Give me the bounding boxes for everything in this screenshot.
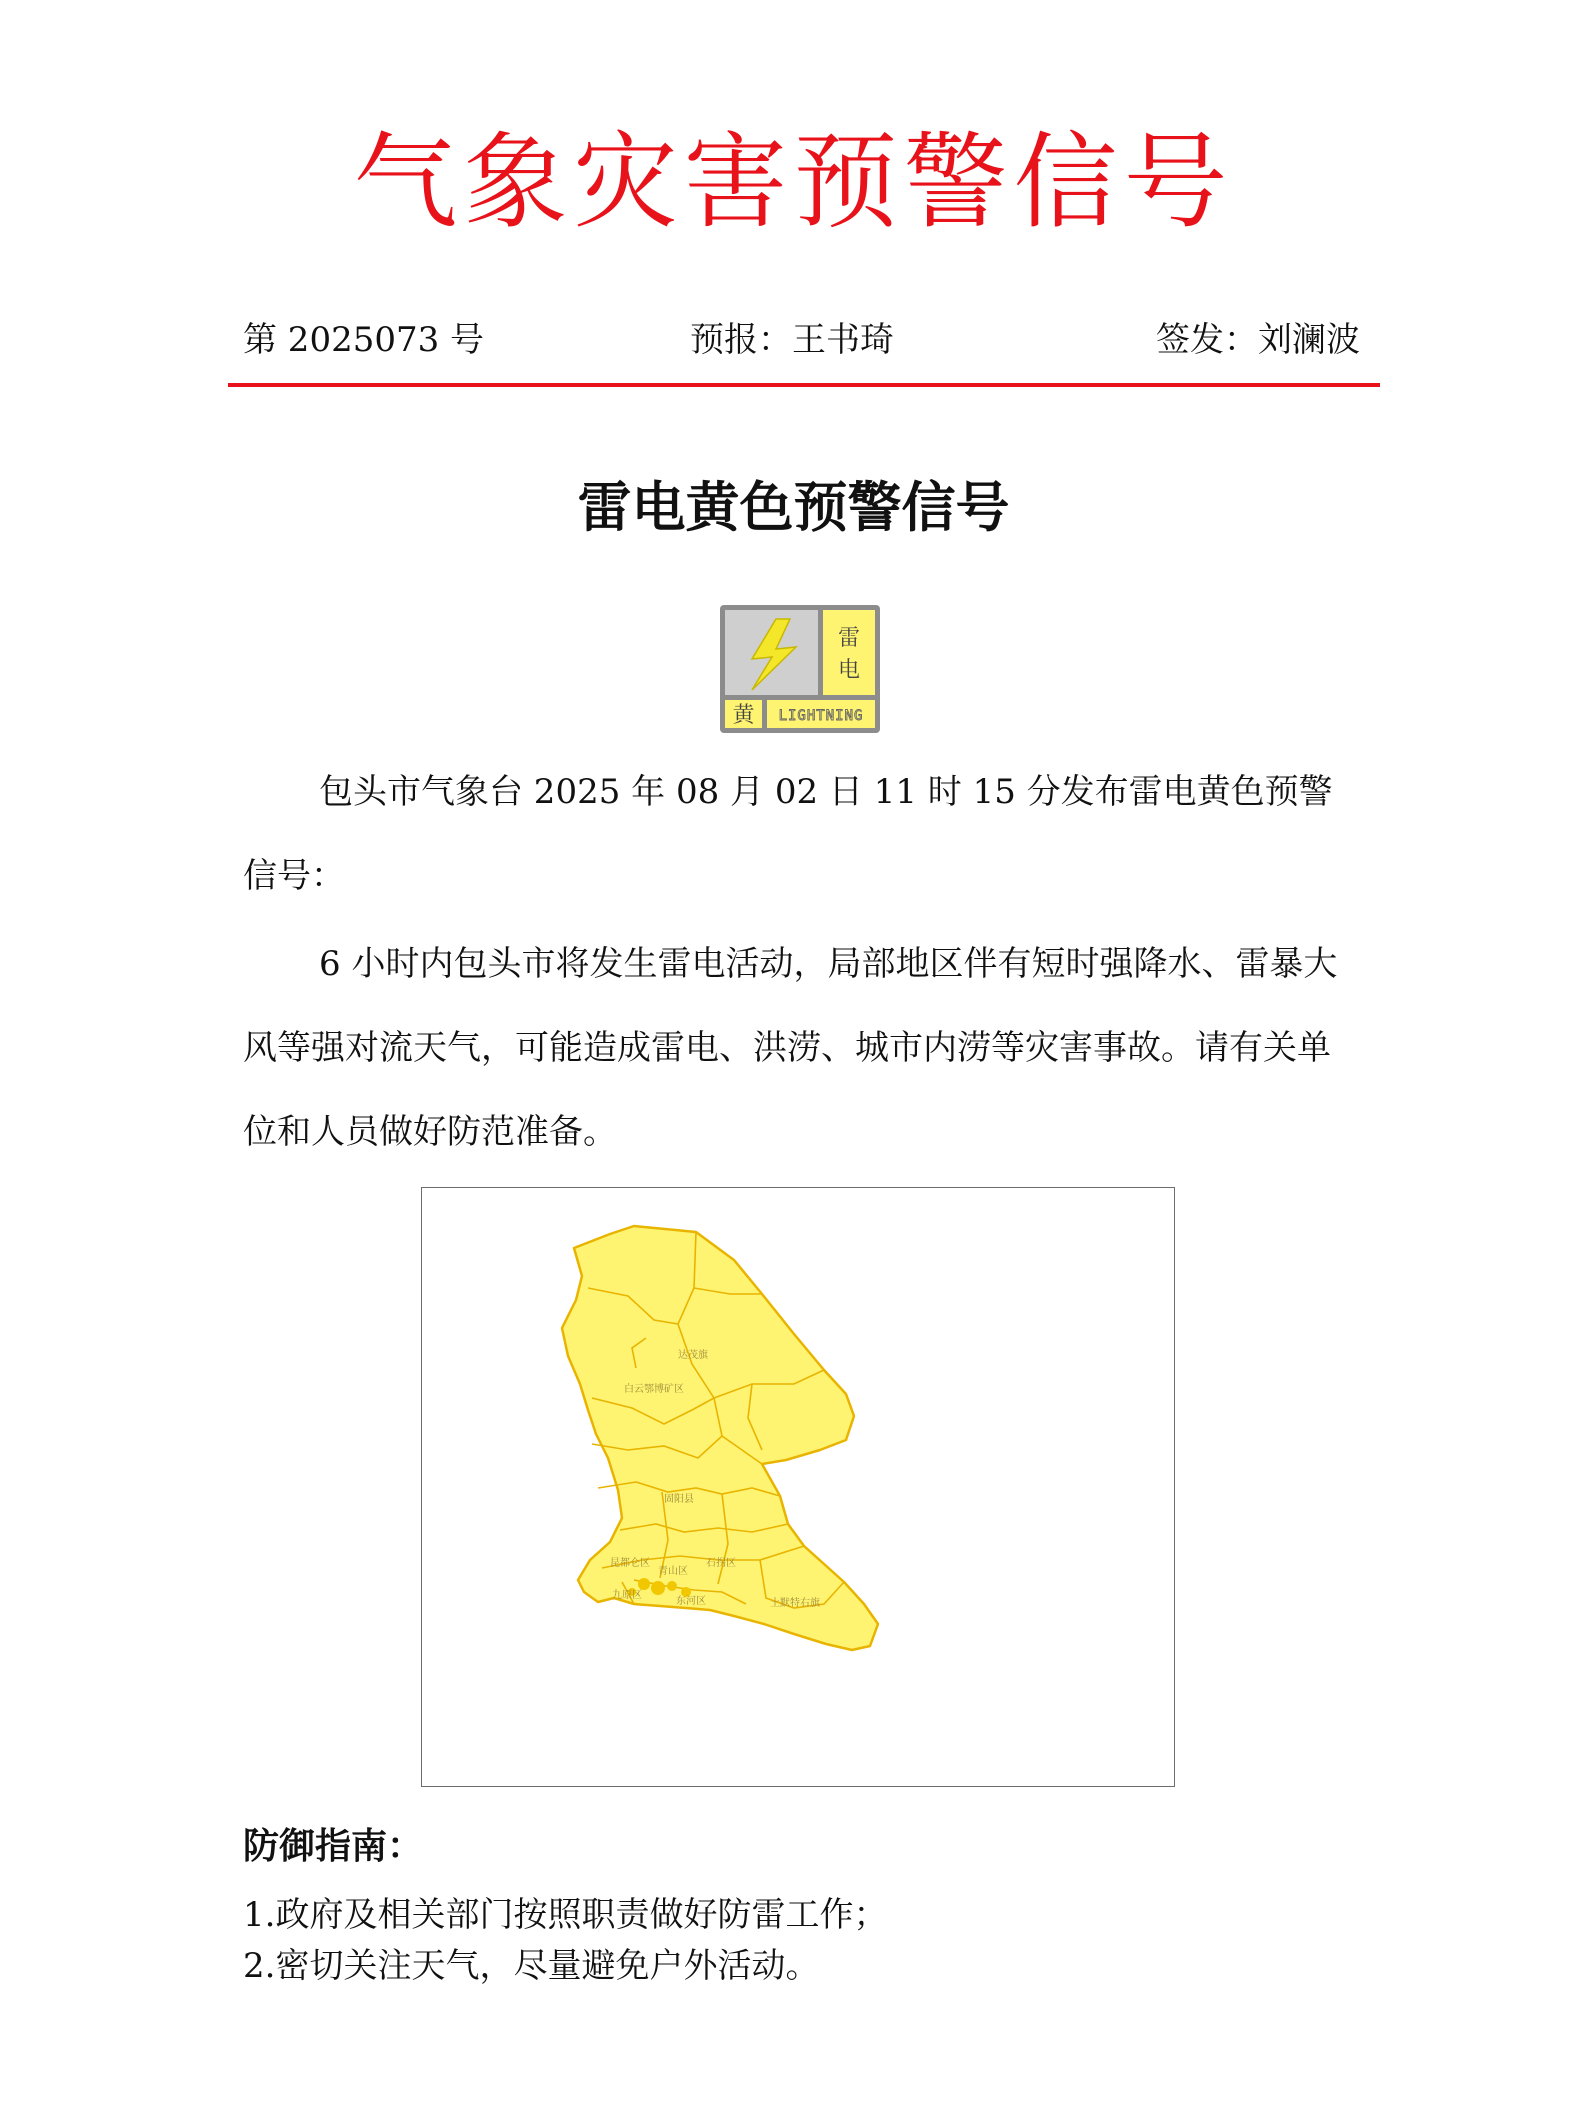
baotou-map bbox=[422, 1188, 1176, 1788]
map-label-bayan-obo: 白云鄂博矿区 bbox=[624, 1384, 684, 1395]
badge-level-char: 黄 bbox=[732, 703, 755, 728]
map-label-jiuyuan: 九原区 bbox=[612, 1590, 642, 1601]
map-label-qingshan: 青山区 bbox=[658, 1566, 688, 1577]
map-label-tumd-right: 土默特右旗 bbox=[770, 1598, 820, 1609]
warning-area-map bbox=[421, 1187, 1175, 1787]
guide-item: 2.密切关注天气，尽量避免户外活动。 bbox=[243, 1946, 820, 1986]
issuer: 签发：刘澜波 bbox=[1156, 320, 1360, 360]
badge-type-char: 雷 bbox=[837, 626, 861, 651]
forecaster: 预报：王书琦 bbox=[690, 320, 894, 360]
issue-number: 第 2025073 号 bbox=[243, 320, 485, 360]
badge-english-label: LIGHTNING bbox=[778, 708, 864, 724]
guide-item: 1.政府及相关部门按照职责做好防雷工作； bbox=[243, 1895, 888, 1935]
map-label-guyang: 固阳县 bbox=[664, 1494, 694, 1505]
map-label-shiguai: 石拐区 bbox=[706, 1558, 736, 1569]
forecast-paragraph: 6 小时内包头市将发生雷电活动，局部地区伴有短时强降水、雷暴大风等强对流天气，可能造成雷电、洪涝、城市内涝等灾害事故。请有关单位和人员做好防范准备。 bbox=[243, 944, 1338, 1152]
map-label-kundulun: 昆都仑区 bbox=[610, 1558, 650, 1569]
map-label-damao: 达茂旗 bbox=[678, 1350, 708, 1361]
guide-title: 防御指南： bbox=[243, 1826, 424, 1867]
issuance-paragraph: 包头市气象台 2025 年 08 月 02 日 11 时 15 分发布雷电黄色预警信号： bbox=[243, 772, 1333, 896]
lightning-yellow-badge bbox=[720, 605, 880, 733]
signal-title: 雷电黄色预警信号 bbox=[577, 476, 1010, 539]
map-label-donghe: 东河区 bbox=[676, 1596, 706, 1607]
header-divider bbox=[228, 383, 1380, 387]
masthead-title: 气象灾害预警信号 bbox=[353, 121, 1234, 243]
badge-type-char: 电 bbox=[837, 658, 861, 683]
